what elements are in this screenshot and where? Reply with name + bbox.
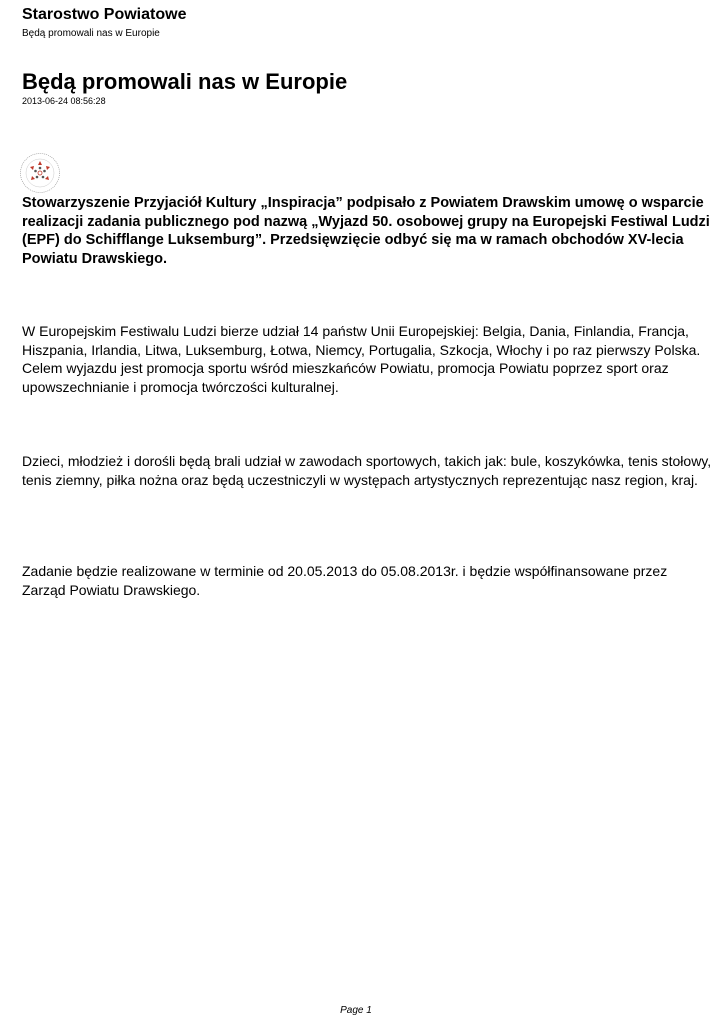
- page-footer: [0, 1004, 725, 1017]
- inspiracja-logo-icon: [19, 152, 61, 194]
- lead-paragraph: Stowarzyszenie Przyjaciół Kultury „Inspiracja” podpisało z Powiatem Drawskim umowę o wsparcie realizacji zadania publicznego pod nazwą „Wyjazd 50. osobowej grupy na Europejski Festiwal Ludzi (EPF) do Schifflange Luksemburg”. Przedsięwzięcie odbyć się ma w ramach obchodów XV-lecia Powiatu Drawskiego.: [22, 195, 710, 267]
- body-paragraph-3: Zadanie będzie realizowane w terminie od 20.05.2013 do 05.08.2013r. i będzie współfinansowane przez Zarząd Powiatu Drawskiego.: [22, 563, 668, 598]
- breadcrumb: Będą promowali nas w Europie: [22, 28, 160, 39]
- article-date: 2013-06-24 08:56:28: [22, 96, 106, 106]
- body-paragraph-2: Dzieci, młodzież i dorośli będą brali udział w zawodach sportowych, takich jak: bule, koszykówka, tenis stołowy, tenis ziemny, piłka nożna oraz będą uczestniczyli w występach artystycznych reprezentując nasz region, kraj.: [22, 453, 712, 488]
- site-name: Starostwo Powiatowe: [22, 6, 187, 23]
- article-lead: [22, 194, 712, 268]
- article-title: Będą promowali nas w Europie: [22, 69, 348, 94]
- body-paragraph-1: W Europejskim Festiwalu Ludzi bierze udział 14 państw Unii Europejskiej: Belgia, Dania, Finlandia, Francja, Hiszpania, Irlandia, Litwa, Luksemburg, Łotwa, Niemcy, Portugalia, Szkocja, Włochy i po raz pierwszy Polska. Celem wyjazdu jest promocja sportu wśród mieszkańców Powiatu, promocja Powiatu poprzez sport oraz upowszechnianie i promocja twórczości kulturalnej.: [22, 323, 701, 395]
- page-number: Page 1: [340, 1005, 372, 1016]
